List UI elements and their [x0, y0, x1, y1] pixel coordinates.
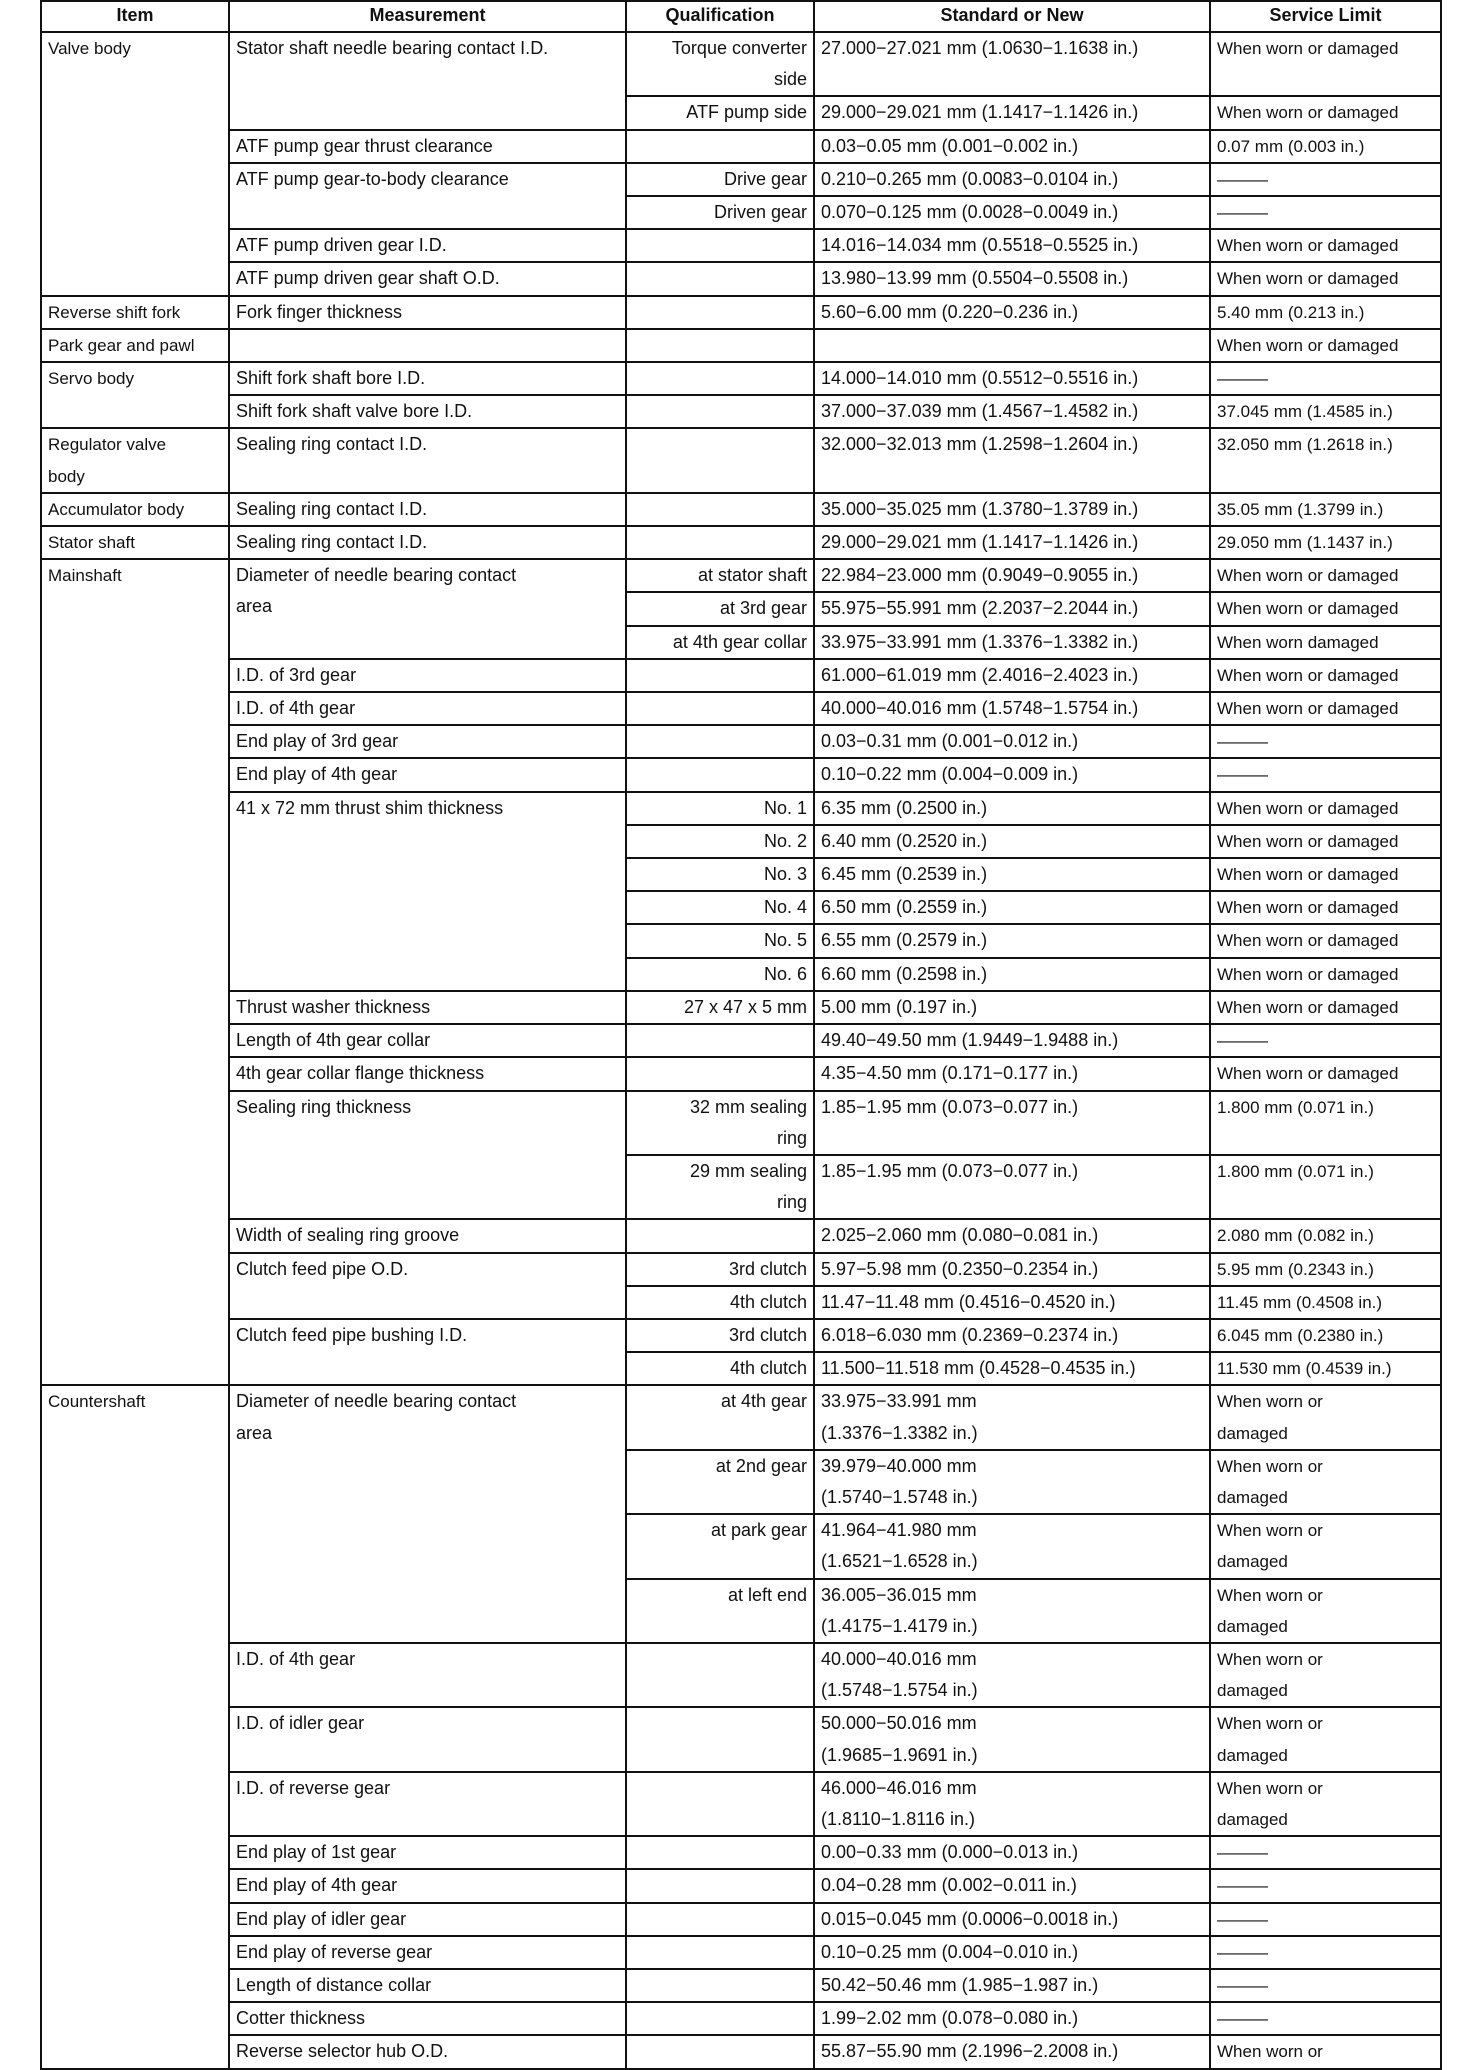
qualification-cell: at left end: [626, 1579, 814, 1643]
standard-cell: 4.35−4.50 mm (0.171−0.177 in.): [814, 1057, 1210, 1090]
measurement-cell: I.D. of 4th gear: [229, 1643, 626, 1707]
measurement-cell: I.D. of idler gear: [229, 1707, 626, 1771]
specifications-table: [40, 0, 1442, 2070]
table-row: [41, 758, 1441, 791]
qualification-cell: 4th clutch: [626, 1352, 814, 1385]
measurement-cell: ATF pump gear-to-body clearance: [229, 163, 626, 229]
table-row: [41, 32, 1441, 96]
measurement-cell: Clutch feed pipe bushing I.D.: [229, 1319, 626, 1385]
standard-cell: 40.000−40.016 mm (1.5748−1.5754 in.): [814, 1643, 1210, 1707]
qualification-cell: [626, 526, 814, 559]
service-limit-cell: 2.080 mm (0.082 in.): [1210, 1219, 1441, 1252]
qualification-cell: [626, 2002, 814, 2035]
table-row: [41, 1969, 1441, 2002]
measurement-cell: Shift fork shaft valve bore I.D.: [229, 395, 626, 428]
service-limit-cell: When worn or damaged: [1210, 262, 1441, 295]
standard-cell: 14.000−14.010 mm (0.5512−0.5516 in.): [814, 362, 1210, 395]
measurement-cell: Cotter thickness: [229, 2002, 626, 2035]
qualification-cell: [626, 329, 814, 362]
table-row: [41, 1707, 1441, 1771]
service-limit-cell: ———: [1210, 196, 1441, 229]
qualification-cell: [626, 130, 814, 163]
standard-cell: 6.35 mm (0.2500 in.): [814, 792, 1210, 825]
service-limit-cell: When worn or: [1210, 2035, 1441, 2068]
measurement-cell: Stator shaft needle bearing contact I.D.: [229, 32, 626, 130]
standard-cell: 6.60 mm (0.2598 in.): [814, 958, 1210, 991]
service-limit-cell: When worn or damaged: [1210, 1772, 1441, 1836]
qualification-cell: [626, 725, 814, 758]
qualification-cell: [626, 1707, 814, 1771]
qualification-cell: 27 x 47 x 5 mm: [626, 991, 814, 1024]
table-row: [41, 1903, 1441, 1936]
header-service-limit: Service Limit: [1210, 1, 1441, 32]
standard-cell: 6.50 mm (0.2559 in.): [814, 891, 1210, 924]
table-row: [41, 1253, 1441, 1286]
standard-cell: 6.45 mm (0.2539 in.): [814, 858, 1210, 891]
header-measurement: Measurement: [229, 1, 626, 32]
table-row: [41, 1219, 1441, 1252]
qualification-cell: [626, 362, 814, 395]
qualification-cell: [626, 1772, 814, 1836]
service-limit-cell: 1.800 mm (0.071 in.): [1210, 1091, 1441, 1155]
qualification-cell: 3rd clutch: [626, 1319, 814, 1352]
service-limit-cell: When worn or damaged: [1210, 329, 1441, 362]
measurement-cell: ATF pump driven gear I.D.: [229, 229, 626, 262]
qualification-cell: [626, 1219, 814, 1252]
standard-cell: 29.000−29.021 mm (1.1417−1.1426 in.): [814, 526, 1210, 559]
header-row: [41, 1, 1441, 32]
qualification-cell: [626, 1057, 814, 1090]
standard-cell: 37.000−37.039 mm (1.4567−1.4582 in.): [814, 395, 1210, 428]
qualification-cell: [626, 1969, 814, 2002]
service-limit-cell: When worn or damaged: [1210, 592, 1441, 625]
qualification-cell: [626, 692, 814, 725]
standard-cell: 40.000−40.016 mm (1.5748−1.5754 in.): [814, 692, 1210, 725]
table-row: [41, 329, 1441, 362]
standard-cell: 0.10−0.25 mm (0.004−0.010 in.): [814, 1936, 1210, 1969]
service-limit-cell: ———: [1210, 1024, 1441, 1057]
service-limit-cell: When worn or damaged: [1210, 1514, 1441, 1578]
standard-cell: 6.55 mm (0.2579 in.): [814, 924, 1210, 957]
service-limit-cell: When worn or damaged: [1210, 1579, 1441, 1643]
standard-cell: 2.025−2.060 mm (0.080−0.081 in.): [814, 1219, 1210, 1252]
measurement-cell: [229, 329, 626, 362]
measurement-cell: I.D. of reverse gear: [229, 1772, 626, 1836]
standard-cell: 50.000−50.016 mm (1.9685−1.9691 in.): [814, 1707, 1210, 1771]
qualification-cell: No. 5: [626, 924, 814, 957]
table-row: [41, 2035, 1441, 2068]
service-limit-cell: 6.045 mm (0.2380 in.): [1210, 1319, 1441, 1352]
standard-cell: 1.85−1.95 mm (0.073−0.077 in.): [814, 1091, 1210, 1155]
table-row: [41, 1385, 1441, 1449]
measurement-cell: Sealing ring contact I.D.: [229, 526, 626, 559]
qualification-cell: [626, 1869, 814, 1902]
service-limit-cell: ———: [1210, 2002, 1441, 2035]
measurement-cell: I.D. of 4th gear: [229, 692, 626, 725]
service-limit-cell: 37.045 mm (1.4585 in.): [1210, 395, 1441, 428]
standard-cell: 0.00−0.33 mm (0.000−0.013 in.): [814, 1836, 1210, 1869]
measurement-cell: 4th gear collar flange thickness: [229, 1057, 626, 1090]
table-row: [41, 1869, 1441, 1902]
service-limit-cell: When worn or damaged: [1210, 692, 1441, 725]
qualification-cell: [626, 493, 814, 526]
qualification-cell: 29 mm sealing ring: [626, 1155, 814, 1219]
table-row: [41, 262, 1441, 295]
standard-cell: 0.03−0.31 mm (0.001−0.012 in.): [814, 725, 1210, 758]
measurement-cell: End play of 4th gear: [229, 758, 626, 791]
service-limit-cell: When worn damaged: [1210, 626, 1441, 659]
standard-cell: 61.000−61.019 mm (2.4016−2.4023 in.): [814, 659, 1210, 692]
measurement-cell: Fork finger thickness: [229, 296, 626, 329]
service-limit-cell: When worn or damaged: [1210, 1450, 1441, 1514]
standard-cell: 0.015−0.045 mm (0.0006−0.0018 in.): [814, 1903, 1210, 1936]
qualification-cell: Driven gear: [626, 196, 814, 229]
qualification-cell: [626, 1936, 814, 1969]
qualification-cell: [626, 262, 814, 295]
service-limit-cell: When worn or damaged: [1210, 1643, 1441, 1707]
table-row: [41, 1836, 1441, 1869]
service-limit-cell: 5.95 mm (0.2343 in.): [1210, 1253, 1441, 1286]
qualification-cell: No. 6: [626, 958, 814, 991]
table-row: [41, 130, 1441, 163]
measurement-cell: Sealing ring contact I.D.: [229, 493, 626, 526]
qualification-cell: [626, 2035, 814, 2068]
service-limit-cell: 5.40 mm (0.213 in.): [1210, 296, 1441, 329]
standard-cell: 13.980−13.99 mm (0.5504−0.5508 in.): [814, 262, 1210, 295]
service-limit-cell: When worn or damaged: [1210, 991, 1441, 1024]
qualification-cell: [626, 395, 814, 428]
measurement-cell: Length of distance collar: [229, 1969, 626, 2002]
qualification-cell: at 4th gear collar: [626, 626, 814, 659]
table-row: [41, 725, 1441, 758]
measurement-cell: End play of 4th gear: [229, 1869, 626, 1902]
measurement-cell: Diameter of needle bearing contact area: [229, 559, 626, 659]
standard-cell: 32.000−32.013 mm (1.2598−1.2604 in.): [814, 428, 1210, 492]
item-cell: Valve body: [41, 32, 229, 296]
service-limit-cell: When worn or damaged: [1210, 891, 1441, 924]
item-cell: Mainshaft: [41, 559, 229, 1385]
item-cell: Servo body: [41, 362, 229, 428]
standard-cell: 1.99−2.02 mm (0.078−0.080 in.): [814, 2002, 1210, 2035]
service-limit-cell: ———: [1210, 1836, 1441, 1869]
qualification-cell: No. 1: [626, 792, 814, 825]
qualification-cell: [626, 1836, 814, 1869]
service-limit-cell: When worn or damaged: [1210, 1707, 1441, 1771]
service-limit-cell: ———: [1210, 1969, 1441, 2002]
qualification-cell: at park gear: [626, 1514, 814, 1578]
table-row: [41, 559, 1441, 592]
qualification-cell: at 3rd gear: [626, 592, 814, 625]
table-row: [41, 1772, 1441, 1836]
header-qualification: Qualification: [626, 1, 814, 32]
item-cell: Park gear and pawl: [41, 329, 229, 362]
table-row: [41, 296, 1441, 329]
qualification-cell: [626, 1024, 814, 1057]
service-limit-cell: 29.050 mm (1.1437 in.): [1210, 526, 1441, 559]
qualification-cell: 32 mm sealing ring: [626, 1091, 814, 1155]
standard-cell: 0.210−0.265 mm (0.0083−0.0104 in.): [814, 163, 1210, 196]
measurement-cell: Clutch feed pipe O.D.: [229, 1253, 626, 1319]
item-cell: Stator shaft: [41, 526, 229, 559]
standard-cell: 6.40 mm (0.2520 in.): [814, 825, 1210, 858]
measurement-cell: Diameter of needle bearing contact area: [229, 1385, 626, 1643]
standard-cell: 0.070−0.125 mm (0.0028−0.0049 in.): [814, 196, 1210, 229]
table-row: [41, 1643, 1441, 1707]
service-limit-cell: 11.530 mm (0.4539 in.): [1210, 1352, 1441, 1385]
qualification-cell: No. 4: [626, 891, 814, 924]
service-limit-cell: ———: [1210, 1936, 1441, 1969]
standard-cell: 11.47−11.48 mm (0.4516−0.4520 in.): [814, 1286, 1210, 1319]
qualification-cell: [626, 1903, 814, 1936]
service-limit-cell: ———: [1210, 725, 1441, 758]
item-cell: Accumulator body: [41, 493, 229, 526]
item-cell: Countershaft: [41, 1385, 229, 2068]
item-cell: Regulator valve body: [41, 428, 229, 492]
measurement-cell: I.D. of 3rd gear: [229, 659, 626, 692]
qualification-cell: [626, 758, 814, 791]
service-limit-cell: ———: [1210, 758, 1441, 791]
standard-cell: 0.10−0.22 mm (0.004−0.009 in.): [814, 758, 1210, 791]
standard-cell: 27.000−27.021 mm (1.0630−1.1638 in.): [814, 32, 1210, 96]
table-row: [41, 163, 1441, 196]
measurement-cell: Shift fork shaft bore I.D.: [229, 362, 626, 395]
standard-cell: 11.500−11.518 mm (0.4528−0.4535 in.): [814, 1352, 1210, 1385]
table-row: [41, 362, 1441, 395]
header-item: Item: [41, 1, 229, 32]
measurement-cell: ATF pump driven gear shaft O.D.: [229, 262, 626, 295]
service-limit-cell: 1.800 mm (0.071 in.): [1210, 1155, 1441, 1219]
qualification-cell: Torque converter side: [626, 32, 814, 96]
standard-cell: 1.85−1.95 mm (0.073−0.077 in.): [814, 1155, 1210, 1219]
qualification-cell: No. 2: [626, 825, 814, 858]
standard-cell: 55.975−55.991 mm (2.2037−2.2044 in.): [814, 592, 1210, 625]
measurement-cell: End play of idler gear: [229, 1903, 626, 1936]
service-limit-cell: When worn or damaged: [1210, 659, 1441, 692]
service-limit-cell: When worn or damaged: [1210, 96, 1441, 129]
measurement-cell: Thrust washer thickness: [229, 991, 626, 1024]
measurement-cell: ATF pump gear thrust clearance: [229, 130, 626, 163]
table-row: [41, 395, 1441, 428]
item-cell: Reverse shift fork: [41, 296, 229, 329]
standard-cell: [814, 329, 1210, 362]
qualification-cell: [626, 229, 814, 262]
standard-cell: 0.04−0.28 mm (0.002−0.011 in.): [814, 1869, 1210, 1902]
standard-cell: 33.975−33.991 mm (1.3376−1.3382 in.): [814, 626, 1210, 659]
qualification-cell: [626, 1643, 814, 1707]
table-row: [41, 692, 1441, 725]
service-limit-cell: 32.050 mm (1.2618 in.): [1210, 428, 1441, 492]
qualification-cell: at 2nd gear: [626, 1450, 814, 1514]
table-row: [41, 1091, 1441, 1155]
measurement-cell: End play of reverse gear: [229, 1936, 626, 1969]
service-limit-cell: When worn or damaged: [1210, 32, 1441, 96]
standard-cell: 5.97−5.98 mm (0.2350−0.2354 in.): [814, 1253, 1210, 1286]
standard-cell: 5.60−6.00 mm (0.220−0.236 in.): [814, 296, 1210, 329]
service-limit-cell: When worn or damaged: [1210, 559, 1441, 592]
service-limit-cell: When worn or damaged: [1210, 825, 1441, 858]
measurement-cell: End play of 1st gear: [229, 1836, 626, 1869]
qualification-cell: 3rd clutch: [626, 1253, 814, 1286]
standard-cell: 33.975−33.991 mm (1.3376−1.3382 in.): [814, 1385, 1210, 1449]
standard-cell: 36.005−36.015 mm (1.4175−1.4179 in.): [814, 1579, 1210, 1643]
qualification-cell: at stator shaft: [626, 559, 814, 592]
standard-cell: 55.87−55.90 mm (2.1996−2.2008 in.): [814, 2035, 1210, 2068]
table-row: [41, 1319, 1441, 1352]
table-row: [41, 1936, 1441, 1969]
table-row: [41, 2002, 1441, 2035]
standard-cell: 29.000−29.021 mm (1.1417−1.1426 in.): [814, 96, 1210, 129]
service-limit-cell: ———: [1210, 1903, 1441, 1936]
qualification-cell: No. 3: [626, 858, 814, 891]
table-row: [41, 229, 1441, 262]
measurement-cell: Sealing ring contact I.D.: [229, 428, 626, 492]
service-limit-cell: When worn or damaged: [1210, 924, 1441, 957]
service-limit-cell: 0.07 mm (0.003 in.): [1210, 130, 1441, 163]
measurement-cell: Length of 4th gear collar: [229, 1024, 626, 1057]
service-limit-cell: When worn or damaged: [1210, 229, 1441, 262]
table-row: [41, 428, 1441, 492]
table-body: [41, 32, 1441, 2069]
measurement-cell: Sealing ring thickness: [229, 1091, 626, 1220]
standard-cell: 39.979−40.000 mm (1.5740−1.5748 in.): [814, 1450, 1210, 1514]
measurement-cell: Width of sealing ring groove: [229, 1219, 626, 1252]
service-limit-cell: ———: [1210, 362, 1441, 395]
service-limit-cell: When worn or damaged: [1210, 1057, 1441, 1090]
qualification-cell: Drive gear: [626, 163, 814, 196]
qualification-cell: at 4th gear: [626, 1385, 814, 1449]
qualification-cell: [626, 296, 814, 329]
service-limit-cell: 35.05 mm (1.3799 in.): [1210, 493, 1441, 526]
standard-cell: 41.964−41.980 mm (1.6521−1.6528 in.): [814, 1514, 1210, 1578]
standard-cell: 49.40−49.50 mm (1.9449−1.9488 in.): [814, 1024, 1210, 1057]
service-limit-cell: ———: [1210, 163, 1441, 196]
qualification-cell: [626, 659, 814, 692]
qualification-cell: [626, 428, 814, 492]
service-limit-cell: When worn or damaged: [1210, 1385, 1441, 1449]
table-row: [41, 659, 1441, 692]
standard-cell: 35.000−35.025 mm (1.3780−1.3789 in.): [814, 493, 1210, 526]
table-row: [41, 1057, 1441, 1090]
qualification-cell: ATF pump side: [626, 96, 814, 129]
table-row: [41, 493, 1441, 526]
standard-cell: 22.984−23.000 mm (0.9049−0.9055 in.): [814, 559, 1210, 592]
service-limit-cell: When worn or damaged: [1210, 792, 1441, 825]
service-limit-cell: When worn or damaged: [1210, 958, 1441, 991]
header-standard: Standard or New: [814, 1, 1210, 32]
service-limit-cell: 11.45 mm (0.4508 in.): [1210, 1286, 1441, 1319]
service-limit-cell: ———: [1210, 1869, 1441, 1902]
measurement-cell: 41 x 72 mm thrust shim thickness: [229, 792, 626, 991]
standard-cell: 14.016−14.034 mm (0.5518−0.5525 in.): [814, 229, 1210, 262]
standard-cell: 0.03−0.05 mm (0.001−0.002 in.): [814, 130, 1210, 163]
standard-cell: 46.000−46.016 mm (1.8110−1.8116 in.): [814, 1772, 1210, 1836]
table-row: [41, 991, 1441, 1024]
service-limit-cell: When worn or damaged: [1210, 858, 1441, 891]
measurement-cell: Reverse selector hub O.D.: [229, 2035, 626, 2068]
measurement-cell: End play of 3rd gear: [229, 725, 626, 758]
table-row: [41, 526, 1441, 559]
table-row: [41, 792, 1441, 825]
standard-cell: 5.00 mm (0.197 in.): [814, 991, 1210, 1024]
table-row: [41, 1024, 1441, 1057]
standard-cell: 50.42−50.46 mm (1.985−1.987 in.): [814, 1969, 1210, 2002]
qualification-cell: 4th clutch: [626, 1286, 814, 1319]
standard-cell: 6.018−6.030 mm (0.2369−0.2374 in.): [814, 1319, 1210, 1352]
